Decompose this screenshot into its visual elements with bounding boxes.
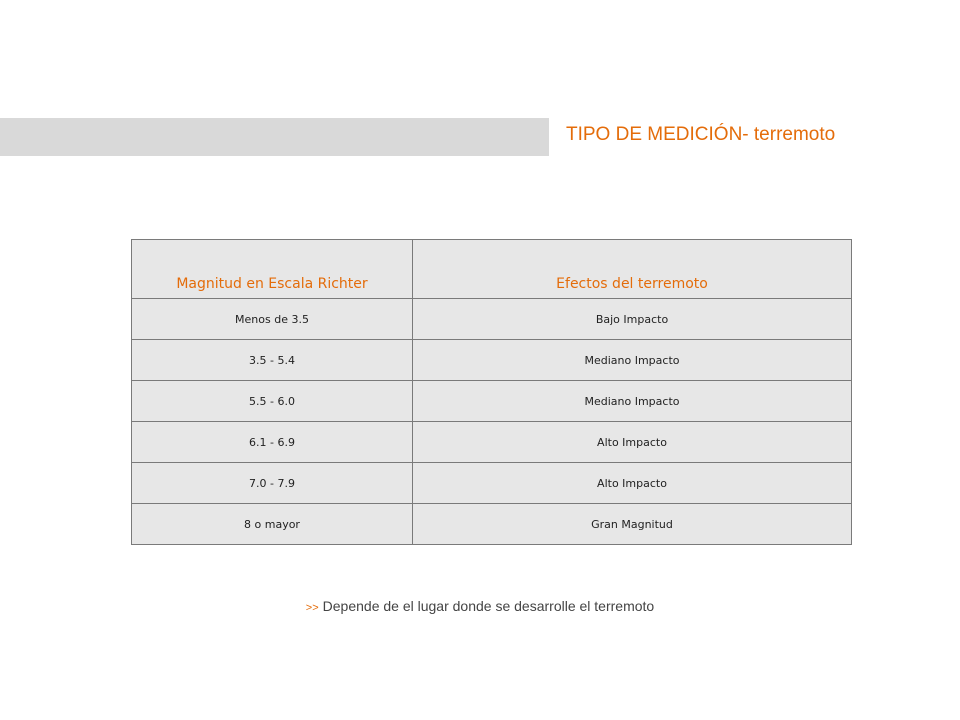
footnote-text: Depende de el lugar donde se desarrolle el terremoto bbox=[322, 598, 655, 614]
title-sub: - terremoto bbox=[742, 124, 836, 145]
table-row bbox=[132, 463, 852, 504]
magnitude-cell: 7.0 - 7.9 bbox=[132, 463, 413, 504]
richter-table bbox=[131, 239, 852, 545]
table-row bbox=[132, 422, 852, 463]
magnitude-cell: Menos de 3.5 bbox=[132, 299, 413, 340]
magnitude-cell: 5.5 - 6.0 bbox=[132, 381, 413, 422]
footnote bbox=[0, 598, 960, 614]
effect-cell: Gran Magnitud bbox=[413, 504, 852, 545]
slide-title bbox=[566, 124, 835, 146]
table-row bbox=[132, 381, 852, 422]
effect-cell: Mediano Impacto bbox=[413, 381, 852, 422]
effect-cell: Alto Impacto bbox=[413, 463, 852, 504]
magnitude-cell: 8 o mayor bbox=[132, 504, 413, 545]
table-row bbox=[132, 504, 852, 545]
magnitude-cell: 3.5 - 5.4 bbox=[132, 340, 413, 381]
effect-cell: Alto Impacto bbox=[413, 422, 852, 463]
effect-cell: Bajo Impacto bbox=[413, 299, 852, 340]
table-header-row bbox=[132, 240, 852, 299]
footnote-marker: >> bbox=[305, 602, 319, 614]
table-row bbox=[132, 340, 852, 381]
header-effects: Efectos del terremoto bbox=[413, 240, 852, 299]
header-magnitude: Magnitud en Escala Richter bbox=[132, 240, 413, 299]
title-main: TIPO DE MEDICIÓN bbox=[566, 124, 743, 145]
magnitude-cell: 6.1 - 6.9 bbox=[132, 422, 413, 463]
header-bar bbox=[0, 118, 549, 156]
effect-cell: Mediano Impacto bbox=[413, 340, 852, 381]
table-row bbox=[132, 299, 852, 340]
